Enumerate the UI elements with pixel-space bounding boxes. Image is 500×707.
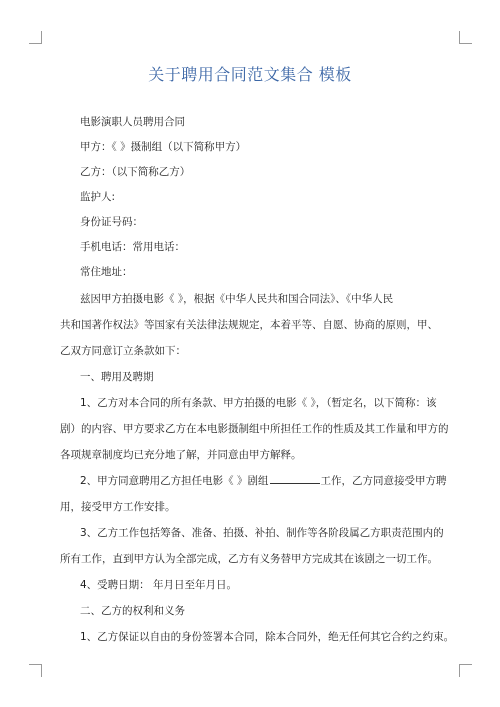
preamble-line-1: 兹因甲方拍摄电影《 》，根据《中华人民共和国合同法》、《中华人民 <box>80 293 394 305</box>
clause-1-2-line-2: 用，接受甲方工作安排。 <box>60 501 176 513</box>
party-a-line: 甲方：《 》摄制组（以下简称甲方） <box>80 141 247 153</box>
clause-1-4-line: 4、受聘日期： 年月日至年月日。 <box>80 579 238 591</box>
clause-1-1-line-3: 各项规章制度均已充分地了解，并同意由甲方解释。 <box>60 449 302 461</box>
phone-line: 手机电话：常用电话： <box>80 241 185 253</box>
preamble-line-2: 共和国著作权法》等国家有关法律法规规定，本着平等、自愿、协商的原则，甲、 <box>60 319 438 331</box>
id-number-line: 身份证号码： <box>80 216 143 228</box>
corner-mark-bottom-right <box>459 664 472 677</box>
clause-1-1-line-2: 剧）的内容、甲方要求乙方在本电影摄制组中所担任工作的性质及其工作量和甲方的 <box>60 423 449 435</box>
clause-1-3-line-1: 3、乙方工作包括筹备、准备、拍摄、补拍、制作等各阶段属乙方职责范围内的 <box>80 527 444 539</box>
corner-mark-bottom-left <box>29 664 42 677</box>
section-1-heading: 一、聘用及聘期 <box>80 371 154 383</box>
document-title: 关于聘用合同范文集合 模板 <box>148 65 352 84</box>
clause-1-3-line-2: 所有工作，直到甲方认为全部完成，乙方有义务替甲方完成其在该剧之一切工作。 <box>60 553 438 565</box>
preamble-line-3: 乙双方同意订立条款如下： <box>60 345 186 357</box>
contract-heading: 电影演职人员聘用合同 <box>80 116 185 128</box>
fill-in-blank <box>270 474 320 484</box>
clause-2-1-line: 1、乙方保证以自由的身份签署本合同，除本合同外，绝无任何其它合约之约束。 <box>80 631 455 643</box>
clause-1-1-line-1: 1、乙方对本合同的所有条款、甲方拍摄的电影《 》，（暂定名，以下简称：该 <box>80 397 437 409</box>
clause-1-2-line-1 <box>80 474 447 488</box>
corner-mark-top-left <box>29 31 42 44</box>
address-line: 常住地址： <box>80 266 133 278</box>
party-b-line: 乙方：（以下简称乙方） <box>80 166 191 178</box>
corner-mark-top-right <box>459 31 472 44</box>
clause-1-2-text-b: 工作，乙方同意接受甲方聘 <box>320 475 447 487</box>
section-2-heading: 二、乙方的权利和义务 <box>80 605 185 617</box>
guardian-line: 监护人: <box>80 191 116 203</box>
clause-1-2-text-a: 2、甲方同意聘用乙方担任电影《 》剧组 <box>80 475 269 487</box>
